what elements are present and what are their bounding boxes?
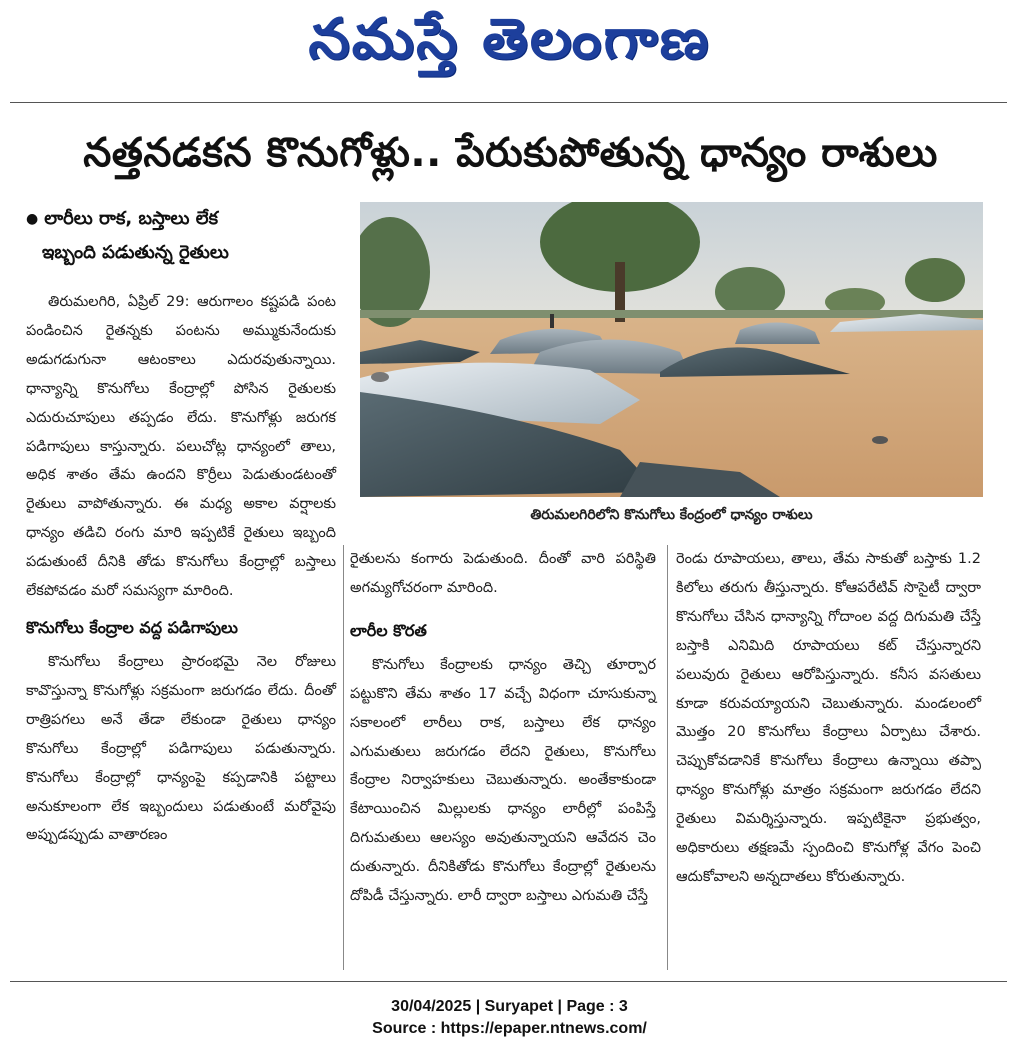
article-subheading (26, 202, 326, 270)
article-column-3 (676, 545, 981, 892)
subheading-line-2: ఇబ్బంది పడుతున్న రైతులు (42, 242, 229, 263)
article-paragraph: కొనుగోలు కేంద్రాలకు ధాన్యం తెచ్చి తూర్పార పట్టుకొని తేమ శాతం 17 వచ్చే విధంగా చూసుకున్నా సకాలంలో లారీలు రాక, బస్తాలు లేక ధాన్యం ఎగుమతులు జరుగడం లేదని రైతులు, కొనుగోలు కేంద్రాల నిర్వాహకులు చెబుతున్నారు. అంతేకాకుండా కేటాయించిన మిల్లులకు ధాన్యం లారీల్లో పంపిస్తే దిగుమతులు ఆలస్యం అవుతున్నాయని ఆవేదన చెం దుతున్నారు. దీనికితోడు కొనుగోలు కేంద్రాల్లో రైతులను దోపిడీ చేస్తున్నారు. లారీ ద్వారా బస్తాలు ఎగుమతి చేస్తే (350, 656, 656, 905)
page-footer (0, 996, 1019, 1040)
column-divider-1 (343, 545, 344, 970)
article-headline: నత్తనడకన కొనుగోళ్లు.. పేరుకుపోతున్న ధాన్యం రాశులు (83, 130, 938, 176)
section-heading: లారీల కొరత (350, 620, 427, 640)
article-photo (360, 202, 983, 497)
article-paragraph: కొనుగోలు కేంద్రాలు ప్రారంభమై నెల రోజులు కావొస్తున్నా కొనుగోళ్లు సక్రమంగా జరుగడం లేదు. దీంతో రాత్రిపగలు అనే తేడా లేకుండా రైతులు ధాన్యం కొనుగోలు కేంద్రాల్లో పడిగాపులు పడుతున్నారు. కొనుగోలు కేంద్రాల్లో ధాన్యంపై కప్పడానికి పట్టాలు అనుకూలంగా లేక ఇబ్బందులు పడుతుంటే మరోవైపు అప్పుడప్పుడు వాతారణం (26, 653, 336, 844)
photo-caption: తిరుమలగిరిలోని కొనుగోలు కేంద్రంలో ధాన్యం రాశులు (530, 507, 813, 523)
article-column-1 (26, 288, 336, 850)
article-paragraph: రైతులను కంగారు పెడుతుంది. దీంతో వారి పరిస్థితి అగమ్యగోచరంగా మారింది. (350, 551, 656, 596)
article-paragraph: తిరుమలగిరి, ఏప్రిల్ 29: ఆరుగాలం కష్టపడి పంట పండించిన రైతన్నకు పంటను అమ్ముకునేందుకు అడుగడుగునా ఆటంకాలు ఎదురవుతున్నాయి. ధాన్యాన్ని కొనుగోలు కేంద్రాల్లో పోసిన రైతులకు ఎదురుచూపులు తప్పడం లేదు. కొనుగోళ్లు జరుగక పడిగాపులు కాస్తున్నారు. పలుచోట్ల ధాన్యంలో తాలు, అధిక శాతం తేమ ఉందని కొర్రీలు పెడుతుండటంతో రైతులు వాపోతున్నారు. ఈ మధ్య అకాల వర్షాలకు ధాన్యం తడిచి రంగు మారి ఇప్పటికే రైతులు ఇబ్బంది పడుతుంటే దీనికి తోడు కొనుగోలు కేంద్రాల్లో బస్తాలు లేకపోవడం మరో సమస్యగా మారింది. (26, 294, 336, 600)
subheading-line-1: లారీలు రాక, బస్తాలు లేక (44, 208, 218, 229)
masthead (0, 0, 1019, 92)
column-divider-2 (667, 545, 668, 970)
footer-date-page: 30/04/2025 | Suryapet | Page : 3 (391, 998, 628, 1015)
bullet-icon: ● (26, 211, 39, 227)
newspaper-logo: నమస్తే తెలంగాణ (308, 6, 711, 72)
footer-source: Source : https://epaper.ntnews.com/ (372, 1020, 647, 1037)
grain-heaps-photo (360, 202, 983, 497)
article-paragraph: రెండు రూపాయలు, తాలు, తేమ సాకుతో బస్తాకు 1.2 కిలోలు తరుగు తీస్తున్నారు. కోఆపరేటివ్ సొసైటీ ద్వారా కొనుగోలు చేసిన ధాన్యాన్ని గోదాంల వద్ద దిగుమతి చేస్తే బస్తాకి ఎనిమిది రూపాయలు కట్ చేస్తున్నారని పలువురు రైతులు ఆరోపిస్తున్నారు. కనీస వసతులు కూడా కరువయ్యాయని చెబుతున్నారు. మండలంలో మొత్తం 20 కొనుగోలు కేంద్రాలు ఏర్పాటు చేశారు. చెప్పుకోవడానికే కొనుగోలు కేంద్రాలు ఉన్నాయి తప్పా ధాన్యం కొనుగోళ్లు మాత్రం సక్రమంగా జరుగడం లేదని రైతులు విమర్శిస్తున్నారు. ఇప్పటికైనా ప్రభుత్వం, అధికారులు తక్షణమే స్పందించి కొనుగోళ్ల వేగం పెంచి ఆదుకోవాలని అన్నదాతలు కోరుతున్నారు. (676, 551, 981, 885)
section-heading: కొనుగోలు కేంద్రాల వద్ద పడిగాపులు (26, 617, 238, 637)
article-column-2 (350, 545, 656, 911)
